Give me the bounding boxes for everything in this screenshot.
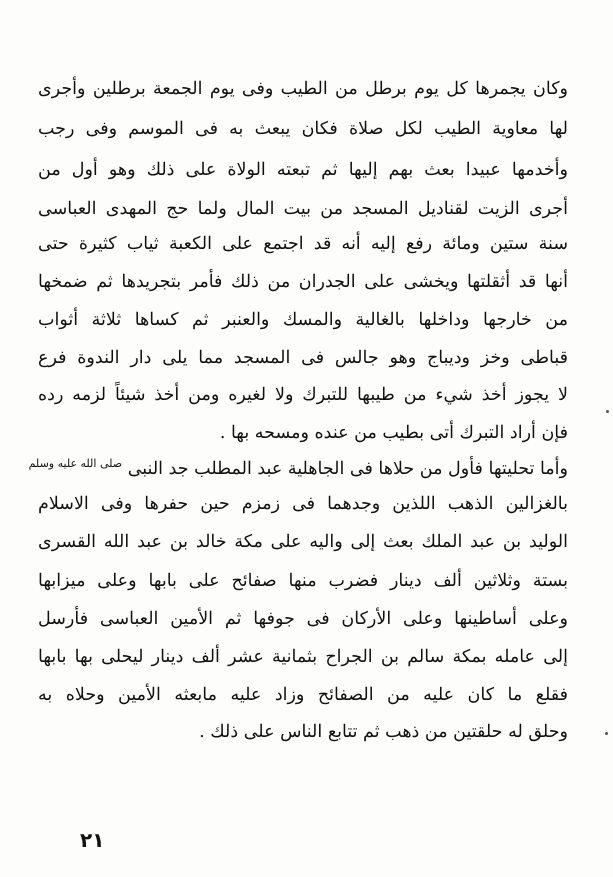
text-line: الوليد بن عبد الملك بعث إلى واليه على مكة خالد بن عبد الله القسرى (38, 532, 568, 552)
text-line: لا يجوز أخذ شيء من طيبها للتبرك ولا لغيره ومن أخذ شيئاً لزمه رده (38, 385, 568, 405)
text-line: بالغزالين الذهب اللذين وجدهما فى زمزم حين حفرها وفى الاسلام (38, 494, 568, 514)
text-line: سنة ستين ومائة رفع إليه أنه قد اجتمع على الكعبة ثياب كثيرة حتى (38, 234, 568, 254)
margin-speck (605, 732, 608, 735)
text-line: إلى عامله بمكة سالم بن الجراح بثمانية عشر ألف دينار ليحلى بها بابها (38, 647, 568, 667)
text-line: أجرى الزيت لقناديل المسجد من بيت المال ولما حج المهدى العباسى (38, 199, 568, 219)
page-number: ٢١ (80, 828, 105, 852)
text-line: وحلق له حلقتين من ذهب ثم تتابع الناس على ذلك . (199, 722, 568, 742)
text-line: قباطى وخز وديباج وهو جالس فى المسجد مما يلى دار الندوة فرع (38, 348, 568, 368)
text-line: فإن أراد التبرك أتى بطيب من عنده ومسحه بها . (219, 423, 568, 443)
text-line: بستة وثلاثين ألف دينار فضرب منها صفائح على بابها وعلى ميزابها (38, 571, 568, 591)
margin-speck (606, 410, 609, 413)
text-line: وكان يجمرها كل يوم برطل من الطيب وفى يوم الجمعة برطلين وأجرى (38, 79, 568, 99)
text-line: من خارجها وداخلها بالغالية والمسك والعنبر ثم كساها ثلاثة أثواب (38, 310, 568, 330)
honorific-glyph: صلى الله عليه وسلم (28, 457, 123, 470)
text-line: وعلى أساطينها وعلى الأركان فى جوفها ثم الأمين العباسى فأرسل (38, 609, 568, 629)
text-segment: وأما تحليتها فأول من حلاها فى الجاهلية عبد المطلب جد النبى (127, 458, 568, 479)
text-line: أنها قد أثقلتها ويخشى على الجدران من ذلك فأمر بتجريدها ثم ضمخها (38, 272, 568, 292)
text-line: فقلع ما كان عليه من الصفائح وزاد عليه مابعثه الأمين وحلاه به (38, 685, 568, 705)
text-line: وأخدمها عبيدا بعث بهم إليها ثم تبعته الولاة على ذلك وهو أول من (38, 160, 568, 180)
text-line-with-honorific (28, 450, 568, 479)
text-line: لها معاوية الطيب لكل صلاة فكان يبعث به فى الموسم وفى رجب (38, 119, 568, 139)
